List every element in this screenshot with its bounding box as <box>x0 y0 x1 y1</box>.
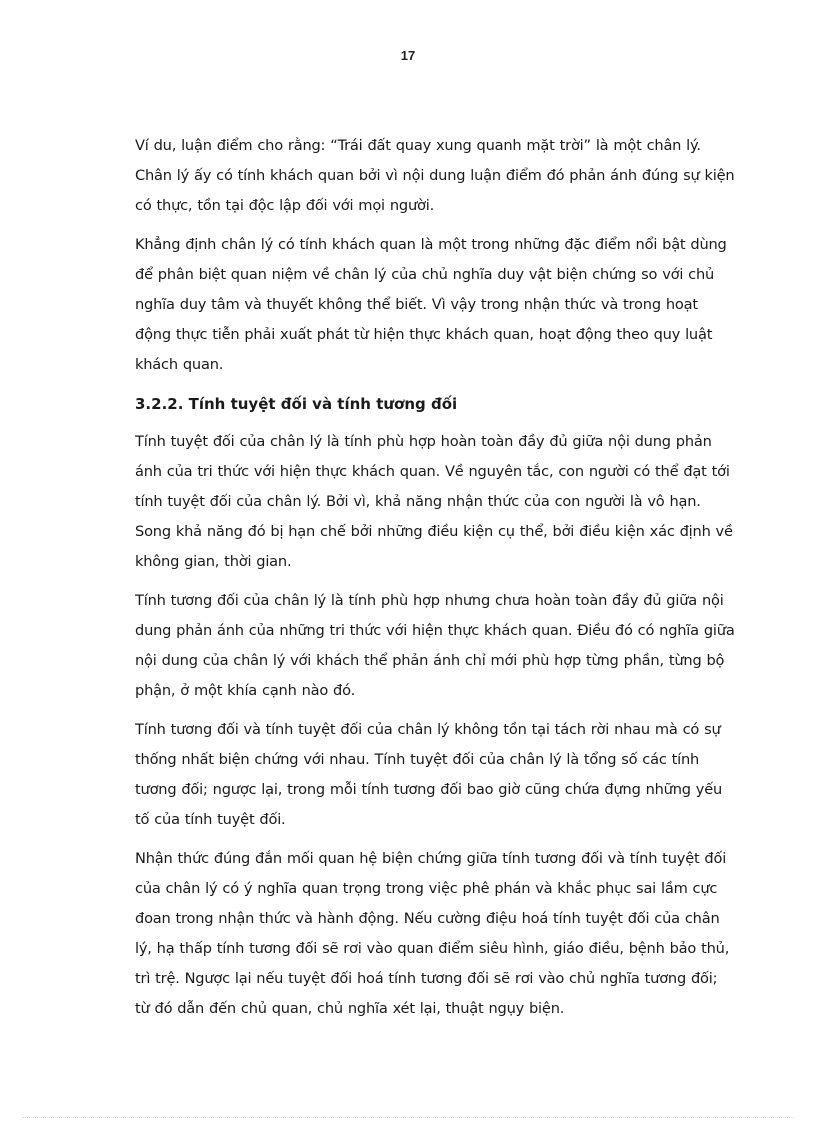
paragraph-example-truth: Ví du, luận điểm cho rằng: “Trái đất quay xung quanh mặt trời” là một chân lý. Chân lý ấy có tính khách quan bởi vì nội dung luận điểm đó phản ánh đúng sự kiện có thực, tồn tại độc lập đối với mọi người. <box>135 137 735 214</box>
paragraph-dialectical-unity: Tính tương đối và tính tuyệt đối của chân lý không tồn tại tách rời nhau mà có sự thống nhất biện chứng với nhau. Tính tuyệt đối của chân lý là tổng số các tính tương đối; ngược lại, trong mỗi tính tương đối bao giờ cũng chứa đựng những yếu tố của tính tuyệt đối. <box>135 721 723 828</box>
paragraph-relative-truth: Tính tương đối của chân lý là tính phù hợp nhưng chưa hoàn toàn đầy đủ giữa nội dung phản ánh của những tri thức với hiện thực khách quan. Điều đó có nghĩa giữa nội dung của chân lý với khách thể phản ánh chỉ mới phù hợp từng phần, từng bộ phận, ở một khía cạnh nào đó. <box>135 592 735 699</box>
page-content <box>135 131 735 1033</box>
paragraph-absolute-truth: Tính tuyệt đối của chân lý là tính phù hợp hoàn toàn đầy đủ giữa nội dung phản ánh của tri thức với hiện thực khách quan. Về nguyên tắc, con người có thể đạt tới tính tuyệt đối của chân lý. Bởi vì, khả năng nhận thức của con người là vô hạn. Song khả năng đó bị hạn chế bởi những điều kiện cụ thể, bởi điều kiện xác định về không gian, thời gian. <box>135 433 733 570</box>
section-heading: 3.2.2. Tính tuyệt đối và tính tương đối <box>135 395 458 413</box>
page-number: 17 <box>400 48 416 63</box>
page-bottom-divider <box>22 1117 794 1118</box>
paragraph-objectivity: Khẳng định chân lý có tính khách quan là một trong những đặc điểm nổi bật dùng để phân biệt quan niệm về chân lý của chủ nghĩa duy vật biện chứng so với chủ nghĩa duy tâm và thuyết không thể biết. Vì vậy trong nhận thức và trong hoạt động thực tiễn phải xuất phát từ hiện thực khách quan, hoạt động theo quy luật khách quan. <box>135 236 727 373</box>
paragraph-significance: Nhận thức đúng đắn mối quan hệ biện chứng giữa tính tương đối và tính tuyệt đối của chân lý có ý nghĩa quan trọng trong việc phê phán và khắc phục sai lầm cực đoan trong nhận thức và hành động. Nếu cường điệu hoá tính tuyệt đối của chân lý, hạ thấp tính tương đối sẽ rơi vào quan điểm siêu hình, giáo điều, bệnh bảo thủ, trì trệ. Ngược lại nếu tuyệt đối hoá tính tương đối sẽ rơi vào chủ nghĩa tương đối; từ đó dẫn đến chủ quan, chủ nghĩa xét lại, thuật ngụy biện. <box>135 850 730 1017</box>
